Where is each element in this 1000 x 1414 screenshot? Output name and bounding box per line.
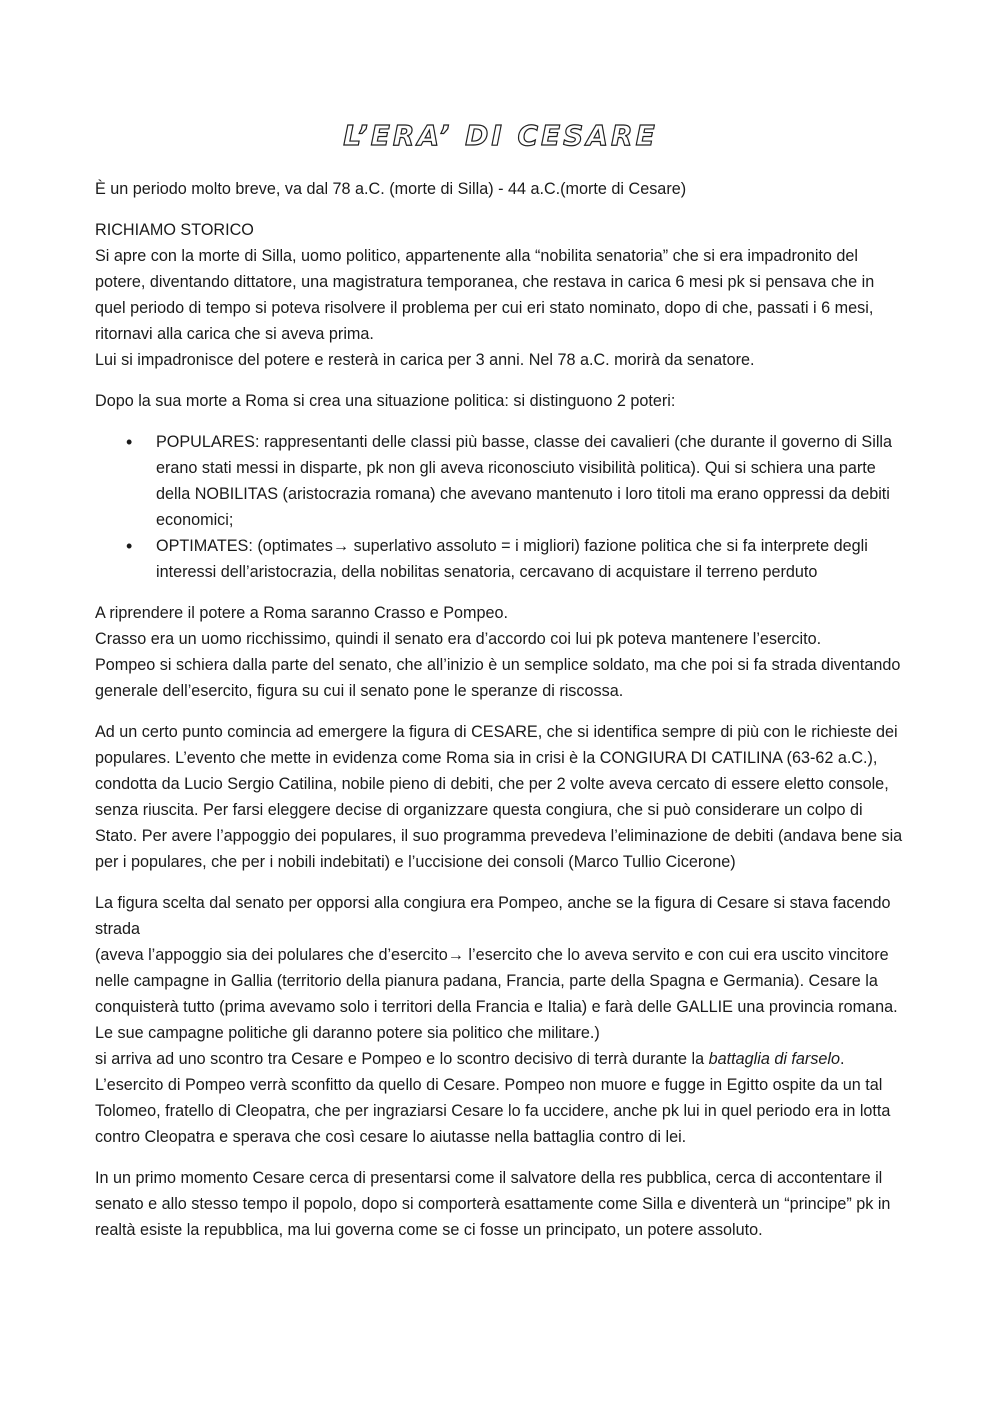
paragraph: Pompeo si schiera dalla parte del senato, che all’inizio è un semplice soldato, ma che poi si fa strada diventando generale dell’esercito, figura su cui il senato pone le speranze di riscossa. bbox=[95, 656, 901, 700]
text-span: . bbox=[840, 1050, 845, 1068]
paragraph: Si apre con la morte di Silla, uomo politico, appartenente alla “nobilita senatoria” che si era impadronito del potere, diventando dittatore, una magistratura temporanea, che restava in carica 6 mesi pk si pensava che in quel periodo di tempo si poteva risolvere il problema per cui eri stato nominato, dopo di che, passati i 6 mesi, ritornavi alla carica che si aveva prima. bbox=[95, 247, 875, 343]
paragraph: Dopo la sua morte a Roma si crea una situazione politica: si distinguono 2 poteri: bbox=[95, 392, 676, 410]
bullet-item-populares: • POPULARES: rappresentanti delle classi più basse, classe dei cavalieri (che durante il governo di Silla erano stati messi in disparte, pk non gli aveva riconosciuto visibilità politica). Qui si schiera una parte della NOBILITAS (aristocrazia romana) che avevano mantenuto i loro titoli ma erano oppressi da debiti economici; bbox=[156, 429, 906, 533]
paragraph: In un primo momento Cesare cerca di presentarsi come il salvatore della res pubblica, cerca di accontentare il senato e allo stesso tempo il popolo, dopo si comporterà esattamente come Silla e diventerà un “principe” pk in realtà esiste la repubblica, ma lui governa come se ci fosse un principato, un potere assoluto. bbox=[95, 1169, 891, 1239]
paragraph: A riprendere il potere a Roma saranno Crasso e Pompeo. bbox=[95, 604, 509, 622]
intro-paragraph: È un periodo molto breve, va dal 78 a.C. (morte di Silla) - 44 a.C.(morte di Cesare) bbox=[95, 180, 687, 198]
paragraph: Crasso era un uomo ricchissimo, quindi il senato era d’accordo coi lui pk poteva mantenere l’esercito. bbox=[95, 630, 822, 648]
paragraph: (aveva l’appoggio sia dei polulares che d’esercito→ l’esercito che lo aveva servito e con cui era uscito vincitore nelle campagne in Gallia (territorio della pianura padana, Francia, parte della Spagna e Germania). Cesare la conquisterà tutto (prima avevamo solo i territori della Francia e Italia) e farà delle GALLIE una provincia romana. Le sue campagne politiche gli daranno potere sia politico che militare.) bbox=[95, 946, 898, 1042]
paragraph: Ad un certo punto comincia ad emergere la figura di CESARE, che si identifica sempre di più con le richieste dei populares. L’evento che mette in evidenza come Roma sia in crisi è la CONGIURA DI CATILINA (63-62 a.C.), condotta da Lucio Sergio Catilina, nobile pieno di debiti, che per 2 volte aveva cercato di essere eletto console, senza riuscita. Per farsi eleggere decise di organizzare questa congiura, che si può considerare un colpo di Stato. Per avere l’appoggio dei populares, il suo programma prevedeva l’eliminazione de debiti (andava bene sia per i populares, che per i nobili indebitati) e l’uccisione dei consoli (Marco Tullio Cicerone) bbox=[95, 723, 903, 871]
paragraph: La figura scelta dal senato per opporsi alla congiura era Pompeo, anche se la figura di Cesare si stava facendo strada bbox=[95, 894, 891, 938]
paragraph bbox=[95, 1046, 906, 1072]
paragraph: L’esercito di Pompeo verrà sconfitto da quello di Cesare. Pompeo non muore e fugge in Egitto ospite da un tal Tolomeo, fratello di Cleopatra, che per ingraziarsi Cesare lo fa uccidere, anche pk lui in quel periodo era in lotta contro Cleopatra e sperava che così cesare lo aiutasse nella battaglia contro di lei. bbox=[95, 1076, 891, 1146]
bullet-list bbox=[95, 429, 906, 585]
bullet-item-optimates: • OPTIMATES: (optimates→ superlativo assoluto = i migliori) fazione politica che si fa interprete degli interessi dell’aristocrazia, della nobilitas senatoria, cercavano di acquistare il terreno perduto bbox=[156, 533, 906, 585]
paragraph: Lui si impadronisce del potere e resterà in carica per 3 anni. Nel 78 a.C. morirà da senatore. bbox=[95, 351, 755, 369]
page-title: L’ERA’ DI CESARE bbox=[343, 119, 658, 152]
text-span: si arriva ad uno scontro tra Cesare e Pompeo e lo scontro decisivo di terrà durante la bbox=[95, 1050, 709, 1068]
italic-text: battaglia di farselo bbox=[708, 1050, 841, 1068]
section-heading: RICHIAMO STORICO bbox=[95, 221, 254, 239]
